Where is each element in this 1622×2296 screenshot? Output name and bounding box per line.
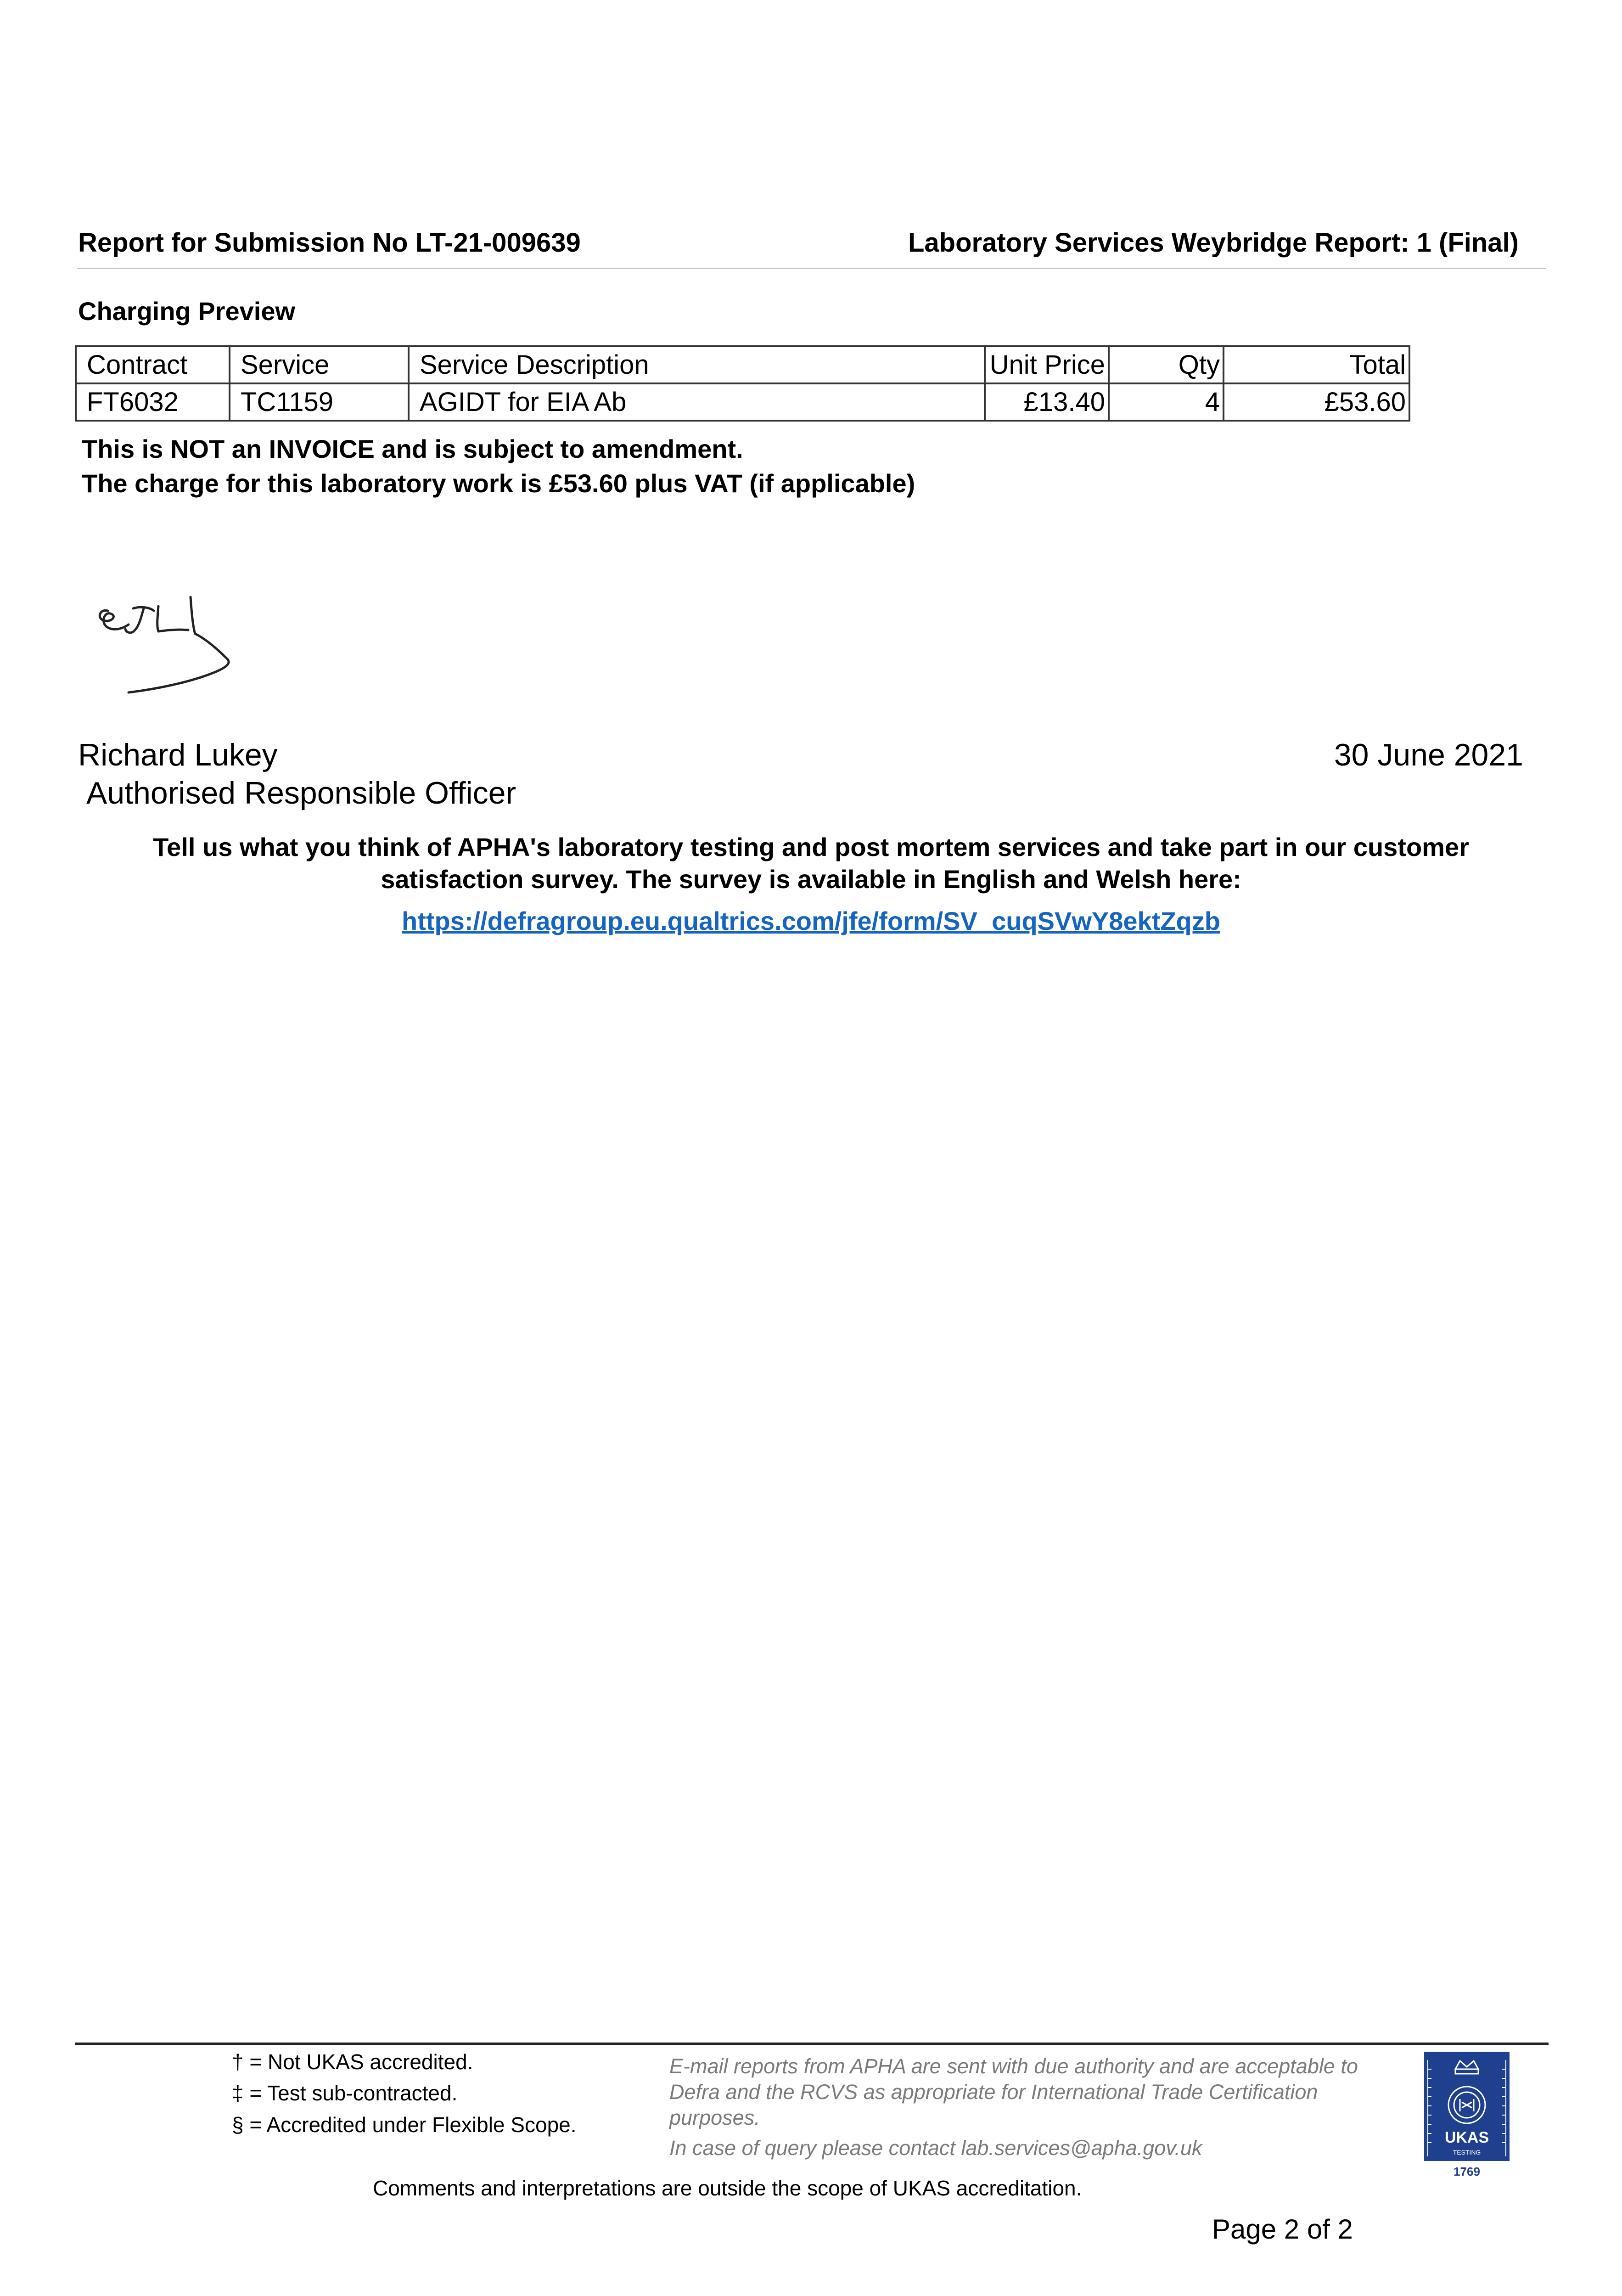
- table-header-row: [76, 346, 1409, 383]
- cell-qty: 4: [1109, 383, 1224, 421]
- signer-name: Richard Lukey: [78, 737, 278, 772]
- ukas-disclaimer-block: [0, 2176, 1622, 2200]
- column-header-unit-price: Unit Price: [985, 346, 1109, 383]
- column-header-service: Service: [230, 346, 409, 383]
- column-header-contract: Contract: [76, 346, 230, 383]
- charging-preview-heading: Charging Preview: [78, 297, 296, 326]
- ukas-disclaimer: Comments and interpretations are outside the scope of UKAS accreditation.: [373, 2176, 1082, 2200]
- header-divider: [77, 268, 1546, 269]
- survey-invitation: Tell us what you think of APHA's laboratory testing and post mortem services and take part in our customer satisfaction survey. The survey is available in English and Welsh here:: [153, 833, 1469, 894]
- signer-role: Authorised Responsible Officer: [86, 776, 516, 810]
- column-header-total: Total: [1224, 346, 1409, 383]
- ukas-logo: [1423, 2051, 1510, 2182]
- ukas-logo-text: UKAS: [1444, 2129, 1489, 2146]
- not-invoice-notice: This is NOT an INVOICE and is subject to amendment.: [82, 434, 743, 463]
- cell-contract: FT6032: [76, 383, 230, 421]
- legend-sub-contracted: ‡ = Test sub-contracted.: [232, 2081, 458, 2105]
- cell-description: AGIDT for EIA Ab: [409, 383, 985, 421]
- signature-date: 30 June 2021: [1334, 737, 1523, 772]
- survey-link[interactable]: https://defragroup.eu.qualtrics.com/jfe/form/SV_cuqSVwY8ektZqzb: [402, 906, 1220, 935]
- cell-unit-price: £13.40: [985, 383, 1109, 421]
- footer-divider: [75, 2043, 1549, 2045]
- column-header-qty: Qty: [1109, 346, 1224, 383]
- table-row: [76, 383, 1409, 421]
- legend-not-accredited: † = Not UKAS accredited.: [232, 2050, 473, 2074]
- page-number: Page 2 of 2: [1212, 2214, 1353, 2245]
- handwritten-signature: [90, 583, 319, 730]
- cell-total: £53.60: [1224, 383, 1409, 421]
- charging-table: [75, 345, 1410, 422]
- column-header-description: Service Description: [409, 346, 985, 383]
- lab-report-title: Laboratory Services Weybridge Report: 1 (Final): [908, 228, 1519, 258]
- ukas-number: 1769: [1454, 2165, 1480, 2178]
- contact-note: In case of query please contact lab.services@apha.gov.uk: [669, 2136, 1202, 2160]
- legend-flexible-scope: § = Accredited under Flexible Scope.: [232, 2113, 577, 2137]
- cell-service: TC1159: [230, 383, 409, 421]
- email-authority-note: E-mail reports from APHA are sent with due authority and are acceptable to Defra and the RCVS as appropriate for International Trade Certification purposes.: [669, 2054, 1358, 2129]
- submission-title: Report for Submission No LT-21-009639: [78, 228, 581, 258]
- charge-statement: The charge for this laboratory work is £53.60 plus VAT (if applicable): [82, 469, 915, 498]
- ukas-logo-subtext: TESTING: [1453, 2149, 1481, 2156]
